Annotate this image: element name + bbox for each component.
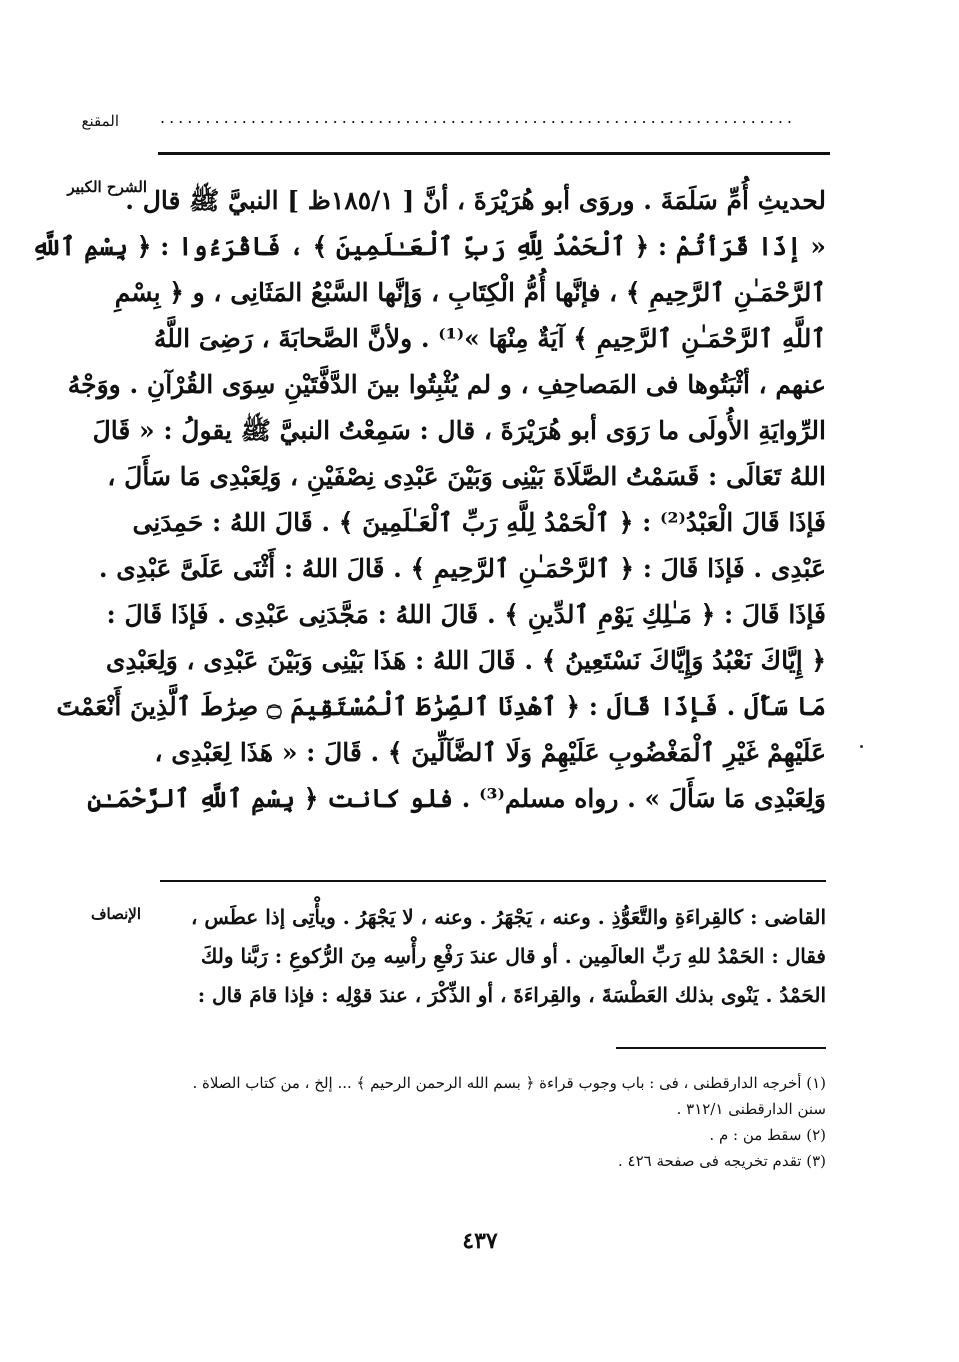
main-text-line: وَلِعَبْدِى مَا سَأَلَ » . رواه مسلم⁽³⁾ . فلو كانت ﴿ بِسْمِ ٱللَّهِ ٱلرَّحْمَـٰنِ	[87, 784, 826, 813]
insaf-text-line: فقال : الحَمْدُ للهِ رَبِّ العالَمِين . أو قال عندَ رَفْعِ رأْسِه مِنَ الرُّكوعِ : رَبَّنا ولكَ	[200, 944, 826, 968]
page-number: ٤٣٧	[462, 1228, 498, 1254]
section-divider	[160, 880, 826, 882]
side-label-sharh: الشرح الكبير	[67, 178, 147, 196]
footnote-line: (٣) تقدم تخريجه فى صفحة ٤٢٦ .	[617, 1152, 826, 1170]
main-text-line: فَإذَا قَالَ الْعَبْدُ⁽²⁾ : ﴿ ٱلْحَمْدُ لِلَّهِ رَبِّ ٱلْعَـٰلَمِينَ ﴾ . قَالَ اللهُ : حَمِدَنِى	[132, 508, 826, 537]
side-label-insaf: الإنصاف	[90, 905, 141, 923]
insaf-text	[150, 898, 826, 1015]
insaf-text-line: الحَمْدُ . يَنْوى بذلك العَطْسَةَ ، والقِراءَةَ ، أو الذِّكْرَ ، عندَ قوْلِه : فإذا قامَ قال :	[197, 983, 826, 1007]
footnote-rule	[616, 1047, 826, 1049]
main-text-line: عَبْدِى . فَإذَا قَالَ : ﴿ ٱلرَّحْمَـٰنِ ٱلرَّحِيمِ ﴾ . قَالَ اللهُ : أَثْنَى عَلَىَّ عَبْدِى .	[98, 554, 826, 583]
main-text-line: عَلَيْهِمْ غَيْرِ ٱلْمَغْضُوبِ عَلَيْهِمْ وَلَا ٱلضَّآلِّينَ ﴾ . قَالَ : « هَذَا لِعَبْدِى ،	[154, 738, 826, 767]
main-text-line: الرِّوايَةِ الأُولَى ما رَوَى أبو هُرَيْرَةَ ، قال : سَمِعْتُ النبيَّ ﷺ يقولُ : « قَالَ	[92, 416, 826, 445]
footnote-line: سنن الدارقطنى ٣١٢/١ .	[676, 1100, 826, 1118]
main-text-line: مَا سَأَلَ . فَإذَا قَالَ : ﴿ ٱهْدِنَا ٱلصِّرَٰطَ ٱلْمُسْتَقِيمَ ۝ صِرَٰطَ ٱلَّذِينَ أَنْعَمْتَ	[56, 692, 826, 721]
running-title: المقنع	[81, 112, 119, 130]
margin-mark	[860, 745, 863, 748]
main-text-line: ٱلرَّحْمَـٰنِ ٱلرَّحِيمِ ﴾ ، فإنَّها أُمُّ الْكِتَابِ ، وَإنَّها السَّبْعُ المَثَانِى ، و ﴿ بِسْمِ	[114, 278, 826, 307]
main-text-line: اللهُ تَعَالَى : قَسَمْتُ الصَّلَاةَ بَيْنِى وَبَيْنَ عَبْدِى نِصْفَيْنِ ، وَلِعَبْدِى مَا سَأَلَ ،	[107, 462, 826, 491]
footnote-line: (١) أخرجه الدارقطنى ، فى : باب وجوب قراءة ﴿ بسم الله الرحمن الرحيم ﴾ ... إلخ ، من كتاب الصلاة .	[192, 1074, 826, 1092]
footnotes	[150, 1070, 826, 1174]
main-text-line: ﴿ إِيَّاكَ نَعْبُدُ وَإِيَّاكَ نَسْتَعِينُ ﴾ . قَالَ اللهُ : هَذَا بَيْنِى وَبَيْنَ عَبْدِى ، وَلِعَبْدِى	[105, 646, 826, 675]
insaf-text-line: القاضى : كالقِراءَةِ والتَّعَوُّذِ . وعنه ، يَجْهَرُ . وعنه ، لا يَجْهَرُ . ويأْتِى إذا عطَس ،	[190, 905, 826, 929]
main-text-line: ٱللَّهِ ٱلرَّحْمَـٰنِ ٱلرَّحِيمِ ﴾ آيَةٌ مِنْهَا »⁽¹⁾ . ولأنَّ الصَّحابَةَ ، رَضِىَ اللَّهُ	[153, 324, 826, 353]
main-text-line: « إذَا قَرَأتُمْ : ﴿ ٱلْحَمْدُ لِلَّهِ رَبِّ ٱلْعَـٰلَمِينَ ﴾ ، فَاقْرَءُوا : ﴿ بِسْمِ ٱللَّهِ	[31, 232, 826, 261]
header-dotted-rule: ......................................................................	[160, 108, 797, 127]
main-text-line: فَإذَا قَالَ : ﴿ مَـٰلِكِ يَوْمِ ٱلدِّينِ ﴾ . قَالَ اللهُ : مَجَّدَنِى عَبْدِى . فَإذَا قَالَ :	[106, 600, 826, 629]
header-rule	[158, 152, 830, 155]
main-text-line: عنهم ، أثْبَتُوها فى المَصاحِفِ ، و لم يُثْبِتُوا بينَ الدَّفَّتَيْنِ سِوَى القُرْآنِ . ووَجْهُ	[67, 370, 826, 399]
footnote-line: (٢) سقط من : م .	[709, 1126, 826, 1144]
main-text-line: لحديثِ أُمِّ سَلَمَةَ . وروَى أبو هُرَيْرَةَ ، أنَّ [ ١٨٥/١ظ ] النبيَّ ﷺ قال .	[125, 186, 826, 215]
